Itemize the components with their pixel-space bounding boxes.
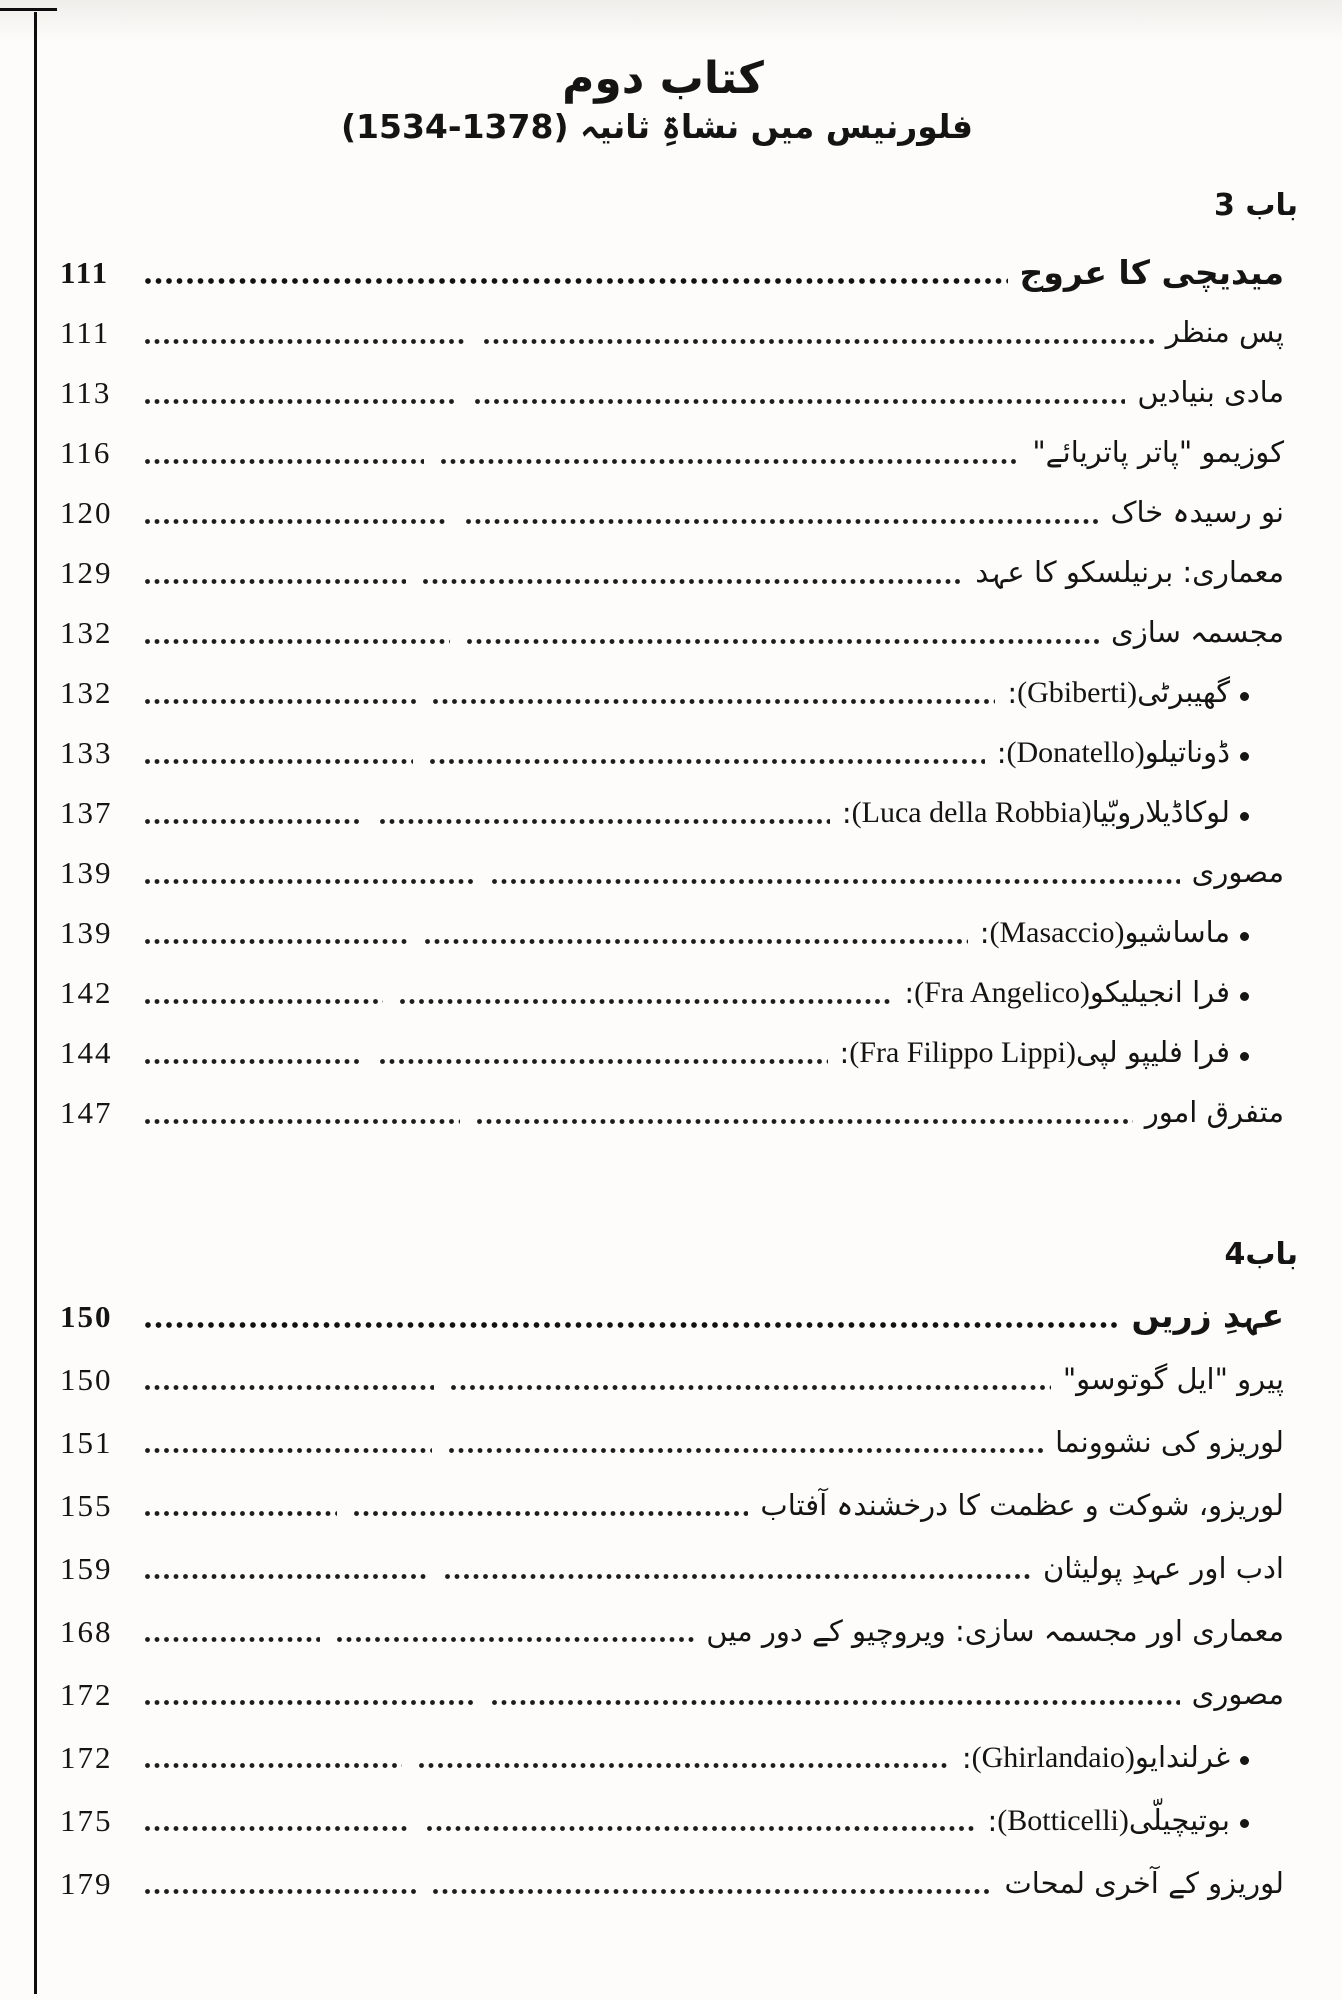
page-number: 144 xyxy=(60,1035,113,1071)
dot-leader xyxy=(144,1118,1133,1125)
toc-entry xyxy=(0,363,1342,423)
toc-entry xyxy=(0,603,1342,663)
chapter-heading: باب 3 xyxy=(1214,188,1298,224)
entry-title: لوکاڈیلاروبّیا xyxy=(1091,795,1230,830)
entry-latin-name: (Fra Angelico) xyxy=(914,976,1090,1010)
entry-latin-name: (Luca della Robbia) xyxy=(851,796,1092,830)
page-number: 111 xyxy=(60,315,111,351)
entry-title: غرلندایو xyxy=(1134,1739,1230,1774)
page-number: 139 xyxy=(60,915,113,951)
book-subtitle: فلورنیس میں نشاۃِ ثانیہ (1378-1534) xyxy=(340,106,974,146)
entry-title: میدیچی کا عروج xyxy=(1019,252,1284,292)
toc-entry xyxy=(0,1474,1342,1537)
entry-title: معماری: برنیلسکو کا عہد xyxy=(975,555,1284,590)
dot-leader xyxy=(144,878,1180,885)
toc-entry xyxy=(0,723,1342,783)
bullet-icon xyxy=(1240,1052,1249,1061)
entry-title: کوزیمو "پاتر پاتریائے" xyxy=(1032,435,1284,470)
scan-artifact-top-line xyxy=(0,8,57,11)
entry-title: متفرق امور xyxy=(1144,1095,1284,1130)
entry-title: مجسمہ سازی xyxy=(1111,615,1284,650)
dot-leader xyxy=(144,998,892,1005)
bullet-icon xyxy=(1240,932,1249,941)
dot-leader xyxy=(144,458,1020,465)
dot-leader xyxy=(144,1825,975,1832)
page-number: 172 xyxy=(60,1676,113,1712)
bullet-icon xyxy=(1240,692,1249,701)
entry-title: ڈوناتیلو xyxy=(1144,735,1230,770)
toc-entry xyxy=(0,963,1342,1023)
dot-leader xyxy=(144,1384,1051,1391)
entry-title: فرا فلیپو لپی xyxy=(1075,1035,1230,1070)
dot-leader xyxy=(144,518,1099,525)
page-number: 168 xyxy=(60,1613,113,1649)
page-number: 120 xyxy=(60,495,113,531)
dot-leader xyxy=(144,1699,1180,1706)
page-number: 155 xyxy=(60,1487,113,1523)
toc-entry xyxy=(0,1726,1342,1789)
dot-leader xyxy=(144,938,968,945)
dot-leader xyxy=(144,1573,1031,1580)
chapter-heading: باب4 xyxy=(1224,1237,1298,1273)
toc-entry xyxy=(0,1285,1342,1348)
entry-title: لوریزو کی نشوونما xyxy=(1055,1424,1284,1459)
entry-suffix: : xyxy=(904,976,915,1011)
chapter-entries xyxy=(0,1285,1342,1915)
entry-suffix: : xyxy=(839,1036,850,1071)
toc-entry xyxy=(0,243,1342,303)
page-number: 129 xyxy=(60,555,113,591)
entry-title: بوتیچیلّی xyxy=(1128,1802,1230,1837)
entry-title: فرا انجیلیکو xyxy=(1089,975,1230,1010)
entry-latin-name: (Donatello) xyxy=(1006,736,1145,770)
toc-entry xyxy=(0,1023,1342,1083)
dot-leader xyxy=(144,638,1099,645)
entry-suffix: : xyxy=(996,736,1007,771)
toc-entry xyxy=(0,663,1342,723)
entry-suffix: : xyxy=(961,1740,972,1775)
entry-suffix: : xyxy=(841,796,852,831)
bullet-icon xyxy=(1240,992,1249,1001)
page-number: 147 xyxy=(60,1095,113,1131)
page-number: 150 xyxy=(60,1361,113,1397)
entry-title: پس منظر xyxy=(1165,315,1284,350)
toc-entry xyxy=(0,1789,1342,1852)
dot-leader xyxy=(144,818,830,825)
entry-title: عہدِ زریں xyxy=(1131,1296,1284,1336)
dot-leader xyxy=(144,1321,1119,1329)
toc-entry xyxy=(0,843,1342,903)
bullet-icon xyxy=(1240,812,1249,821)
bullet-icon xyxy=(1240,1756,1249,1765)
entry-title: مادی بنیادیں xyxy=(1137,375,1284,410)
dot-leader xyxy=(144,277,1008,285)
book-title: کتاب دوم xyxy=(562,53,764,104)
dot-leader xyxy=(144,398,1125,405)
entry-title: لوریزو کے آخری لمحات xyxy=(1004,1865,1284,1900)
page-number: 139 xyxy=(60,855,113,891)
toc-entry xyxy=(0,1600,1342,1663)
page-number: 150 xyxy=(60,1298,113,1334)
entry-latin-name: (Gbiberti) xyxy=(1017,676,1138,710)
dot-leader xyxy=(144,338,1154,345)
dot-leader xyxy=(144,1636,694,1643)
page-number: 133 xyxy=(60,735,113,771)
page-number: 175 xyxy=(60,1802,113,1838)
dot-leader xyxy=(144,1058,828,1065)
dot-leader xyxy=(144,1510,748,1517)
dot-leader xyxy=(144,1762,950,1769)
page-number: 116 xyxy=(60,435,112,471)
entry-title: گھیبرٹی xyxy=(1137,675,1230,710)
chapter-section xyxy=(0,1234,1342,1915)
entry-suffix: : xyxy=(1007,676,1018,711)
page-number: 179 xyxy=(60,1865,113,1901)
entry-latin-name: (Masaccio) xyxy=(989,916,1125,950)
toc-entry xyxy=(0,1411,1342,1474)
entry-title: معماری اور مجسمہ سازی: ویروچیو کے دور میں xyxy=(706,1613,1284,1648)
toc-entry xyxy=(0,1083,1342,1143)
entry-latin-name: (Fra Filippo Lippi) xyxy=(849,1036,1076,1070)
toc-entry xyxy=(0,1537,1342,1600)
toc-entry xyxy=(0,1663,1342,1726)
page-number: 113 xyxy=(60,375,112,411)
page-number: 132 xyxy=(60,675,113,711)
toc xyxy=(0,185,1342,1915)
page-number: 151 xyxy=(60,1424,113,1460)
bullet-icon xyxy=(1240,752,1249,761)
page-number: 172 xyxy=(60,1739,113,1775)
entry-suffix: : xyxy=(979,916,990,951)
entry-suffix: : xyxy=(987,1803,998,1838)
toc-entry xyxy=(0,1852,1342,1915)
entry-latin-name: (Botticelli) xyxy=(997,1803,1129,1837)
dot-leader xyxy=(144,1888,993,1895)
toc-entry xyxy=(0,903,1342,963)
toc-entry xyxy=(0,1348,1342,1411)
entry-title: نو رسیدہ خاک xyxy=(1110,495,1284,530)
dot-leader xyxy=(144,1447,1043,1454)
page-number: 111 xyxy=(60,255,110,291)
toc-entry xyxy=(0,783,1342,843)
entry-title: پیرو "ایل گوتوسو" xyxy=(1062,1361,1284,1396)
page-number: 137 xyxy=(60,795,113,831)
entry-latin-name: (Ghirlandaio) xyxy=(971,1740,1135,1774)
toc-entry xyxy=(0,303,1342,363)
toc-entry xyxy=(0,423,1342,483)
entry-title: مصوری xyxy=(1191,1676,1284,1711)
toc-entry xyxy=(0,483,1342,543)
page-number: 159 xyxy=(60,1550,113,1586)
scan-artifact-left-line xyxy=(34,12,37,1994)
entry-title: لوریزو، شوکت و عظمت کا درخشندہ آفتاب xyxy=(760,1487,1284,1522)
dot-leader xyxy=(144,758,985,765)
dot-leader xyxy=(144,698,995,705)
page-number: 142 xyxy=(60,975,113,1011)
dot-leader xyxy=(144,578,963,585)
page-number: 132 xyxy=(60,615,113,651)
entry-title: ادب اور عہدِ پولیثان xyxy=(1042,1550,1284,1585)
entry-title: مصوری xyxy=(1191,855,1284,890)
entry-title: ماساشیو xyxy=(1124,915,1230,950)
chapter-section xyxy=(0,185,1342,1143)
toc-entry xyxy=(0,543,1342,603)
chapter-entries xyxy=(0,243,1342,1143)
bullet-icon xyxy=(1240,1819,1249,1828)
